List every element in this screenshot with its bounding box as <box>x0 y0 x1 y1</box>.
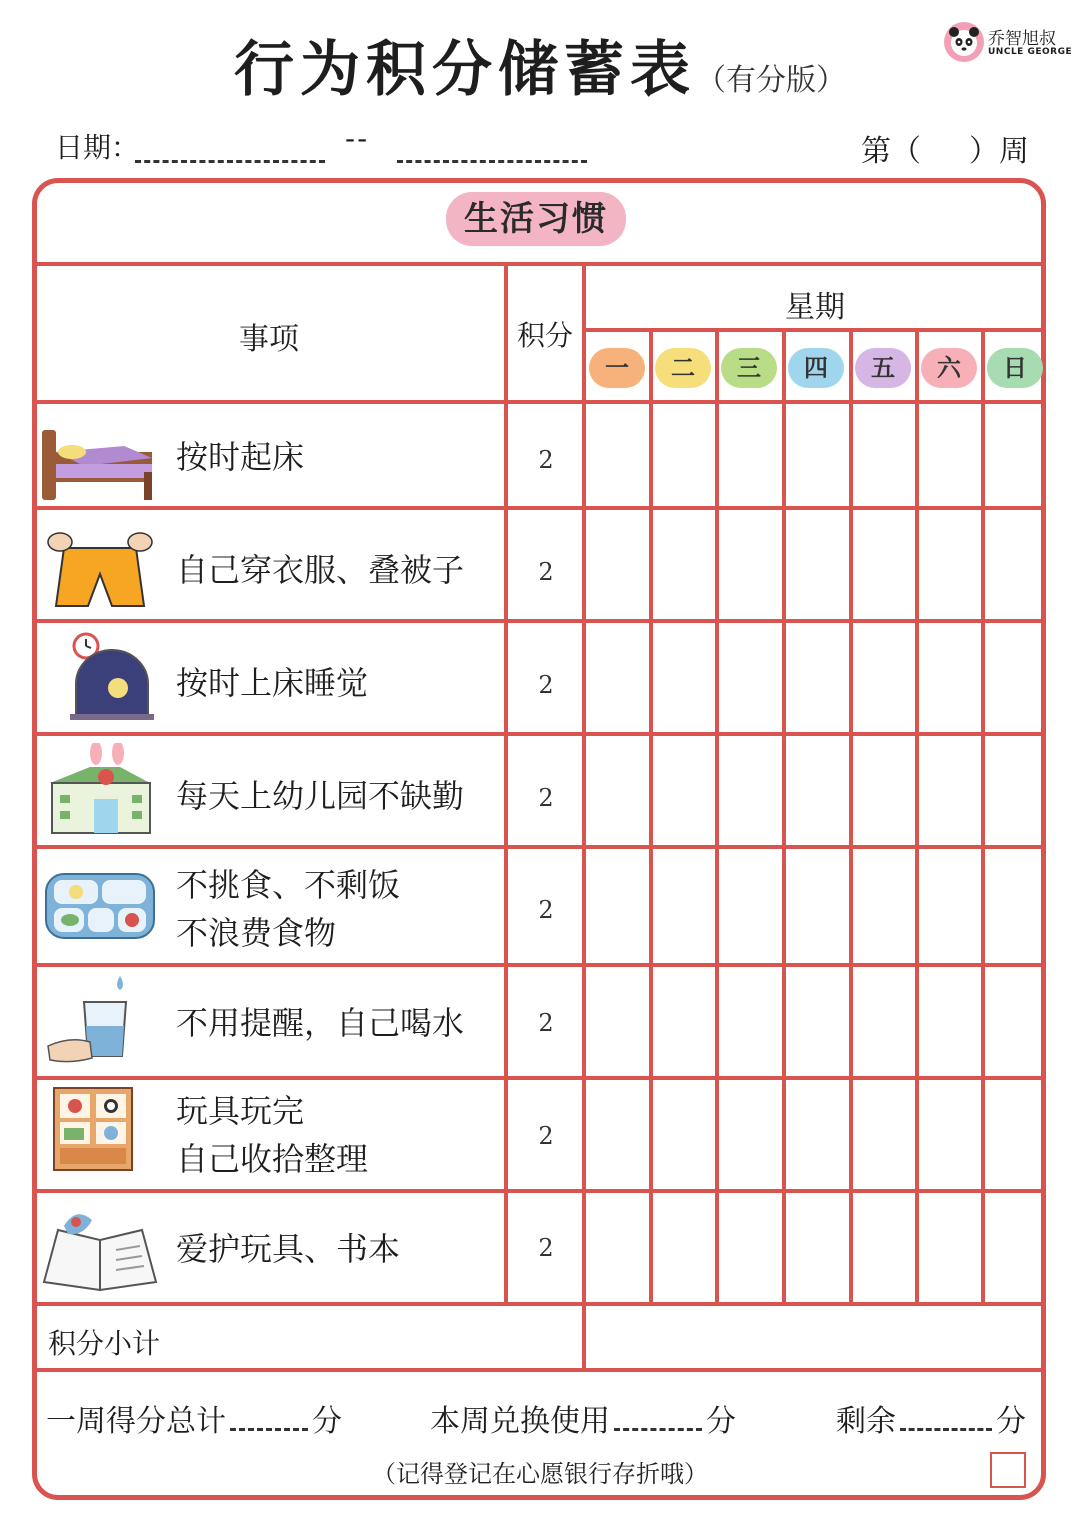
check-cell[interactable] <box>786 1193 849 1302</box>
exchange-label: 本周兑换使用 <box>430 1404 610 1439</box>
check-cell[interactable] <box>786 404 849 506</box>
check-cell[interactable] <box>653 1193 716 1302</box>
row-points: 2 <box>538 671 554 699</box>
sleeping-clock-icon <box>40 630 158 722</box>
check-cell[interactable] <box>919 404 982 506</box>
title-subtitle: （有分版） <box>696 63 846 98</box>
week-total-label: 一周得分总计 <box>46 1404 226 1439</box>
seal-stamp <box>990 1452 1026 1488</box>
check-cell[interactable] <box>919 849 982 963</box>
check-cell[interactable] <box>853 623 916 732</box>
date-label: 日期： <box>55 131 140 164</box>
check-cell[interactable] <box>919 736 982 845</box>
subtotal-field[interactable] <box>586 1306 1044 1368</box>
check-cell[interactable] <box>985 510 1048 619</box>
row-label: 按时上床睡觉 <box>176 664 369 702</box>
week-total <box>46 1396 342 1440</box>
check-cell[interactable] <box>719 967 782 1076</box>
brand-logo <box>942 20 1072 64</box>
unit-label: 分 <box>312 1404 342 1439</box>
water-cup-icon <box>40 972 158 1064</box>
panda-icon <box>944 22 984 62</box>
row-points: 2 <box>538 1234 554 1262</box>
row-points: 2 <box>538 446 554 474</box>
check-cell[interactable] <box>853 1080 916 1189</box>
check-cell[interactable] <box>853 404 916 506</box>
day-pill-sun: 日 <box>987 348 1043 388</box>
folding-clothes-icon <box>40 518 158 610</box>
row-label: 玩具玩完 <box>176 1092 305 1130</box>
check-cell[interactable] <box>719 1193 782 1302</box>
check-cell[interactable] <box>919 1193 982 1302</box>
row-points: 2 <box>538 1122 554 1150</box>
row-points: 2 <box>538 558 554 586</box>
check-cell[interactable] <box>719 404 782 506</box>
row-points: 2 <box>538 784 554 812</box>
check-cell[interactable] <box>719 510 782 619</box>
unit-label: 分 <box>996 1404 1026 1439</box>
row-points: 2 <box>538 896 554 924</box>
remaining-field[interactable] <box>900 1402 992 1431</box>
grid-line <box>504 262 508 1304</box>
check-cell[interactable] <box>853 510 916 619</box>
check-cell[interactable] <box>586 623 649 732</box>
check-cell[interactable] <box>653 623 716 732</box>
check-cell[interactable] <box>786 623 849 732</box>
check-cell[interactable] <box>919 967 982 1076</box>
grid-line <box>34 1368 1046 1372</box>
footer-note: （记得登记在心愿银行存折哦） <box>372 1460 708 1488</box>
check-cell[interactable] <box>985 404 1048 506</box>
bed-icon <box>40 412 158 504</box>
toy-cabinet-icon <box>40 1084 158 1176</box>
row-label-line2: 自己收拾整理 <box>176 1140 369 1178</box>
check-cell[interactable] <box>919 510 982 619</box>
check-cell[interactable] <box>653 404 716 506</box>
check-cell[interactable] <box>586 849 649 963</box>
check-cell[interactable] <box>985 1193 1048 1302</box>
check-cell[interactable] <box>786 510 849 619</box>
brand-name-en: UNCLE GEORGE <box>988 47 1073 57</box>
check-cell[interactable] <box>919 623 982 732</box>
unit-label: 分 <box>706 1404 736 1439</box>
check-cell[interactable] <box>586 967 649 1076</box>
row-label-line2: 不浪费食物 <box>176 914 337 952</box>
brand-name-cn: 乔智旭叔 <box>988 29 1056 49</box>
check-cell[interactable] <box>719 1080 782 1189</box>
header-item: 事项 <box>239 322 299 357</box>
check-cell[interactable] <box>719 849 782 963</box>
check-cell[interactable] <box>786 849 849 963</box>
check-cell[interactable] <box>853 967 916 1076</box>
check-cell[interactable] <box>653 967 716 1076</box>
date-end-field[interactable] <box>397 160 587 163</box>
check-cell[interactable] <box>985 623 1048 732</box>
check-cell[interactable] <box>653 1080 716 1189</box>
check-cell[interactable] <box>653 849 716 963</box>
check-cell[interactable] <box>853 1193 916 1302</box>
date-row <box>55 122 1035 169</box>
date-start-field[interactable] <box>135 160 325 163</box>
grid-line <box>34 262 1046 266</box>
check-cell[interactable] <box>985 849 1048 963</box>
check-cell[interactable] <box>586 510 649 619</box>
day-pill-sat: 六 <box>921 348 977 388</box>
check-cell[interactable] <box>985 736 1048 845</box>
check-cell[interactable] <box>586 1080 649 1189</box>
week-number <box>861 126 1029 170</box>
row-label: 自己穿衣服、叠被子 <box>176 551 465 589</box>
subtotal-label: 积分小计 <box>48 1327 161 1360</box>
remaining-label: 剩余 <box>836 1404 896 1439</box>
check-cell[interactable] <box>919 1080 982 1189</box>
row-points: 2 <box>538 1009 554 1037</box>
day-pill-tue: 二 <box>655 348 711 388</box>
check-cell[interactable] <box>586 1193 649 1302</box>
week-suffix: ）周 <box>969 134 1029 169</box>
exchange-field[interactable] <box>614 1402 702 1431</box>
row-label: 按时起床 <box>176 438 305 476</box>
check-cell[interactable] <box>985 967 1048 1076</box>
row-label: 不用提醒，自己喝水 <box>176 1004 465 1042</box>
header-points: 积分 <box>516 319 573 352</box>
row-label: 每天上幼儿园不缺勤 <box>176 777 465 815</box>
check-cell[interactable] <box>586 404 649 506</box>
check-cell[interactable] <box>786 736 849 845</box>
week-total-field[interactable] <box>230 1402 308 1431</box>
exchange-total <box>430 1396 736 1440</box>
day-pill-mon: 一 <box>589 348 645 388</box>
section-title: 生活习惯 <box>446 192 626 246</box>
check-cell[interactable] <box>853 736 916 845</box>
week-prefix: 第（ <box>861 134 921 169</box>
check-cell[interactable] <box>653 510 716 619</box>
check-cell[interactable] <box>853 849 916 963</box>
row-label: 爱护玩具、书本 <box>176 1230 401 1268</box>
check-cell[interactable] <box>653 736 716 845</box>
check-cell[interactable] <box>985 1080 1048 1189</box>
page-title <box>0 22 1080 108</box>
grid-line <box>584 328 1046 332</box>
day-pill-wed: 三 <box>721 348 777 388</box>
check-cell[interactable] <box>586 736 649 845</box>
date-separator: -- <box>345 122 370 155</box>
remaining-total <box>836 1396 1026 1440</box>
title-main: 行为积分储蓄表 <box>234 35 696 105</box>
row-label: 不挑食、不剩饭 <box>176 866 401 904</box>
kindergarten-icon <box>40 743 158 835</box>
check-cell[interactable] <box>719 623 782 732</box>
open-book-icon <box>40 1200 158 1292</box>
food-tray-icon <box>40 860 158 952</box>
day-pill-fri: 五 <box>855 348 911 388</box>
day-pill-thu: 四 <box>788 348 844 388</box>
check-cell[interactable] <box>719 736 782 845</box>
check-cell[interactable] <box>786 1080 849 1189</box>
check-cell[interactable] <box>786 967 849 1076</box>
header-week: 星期 <box>785 290 845 325</box>
